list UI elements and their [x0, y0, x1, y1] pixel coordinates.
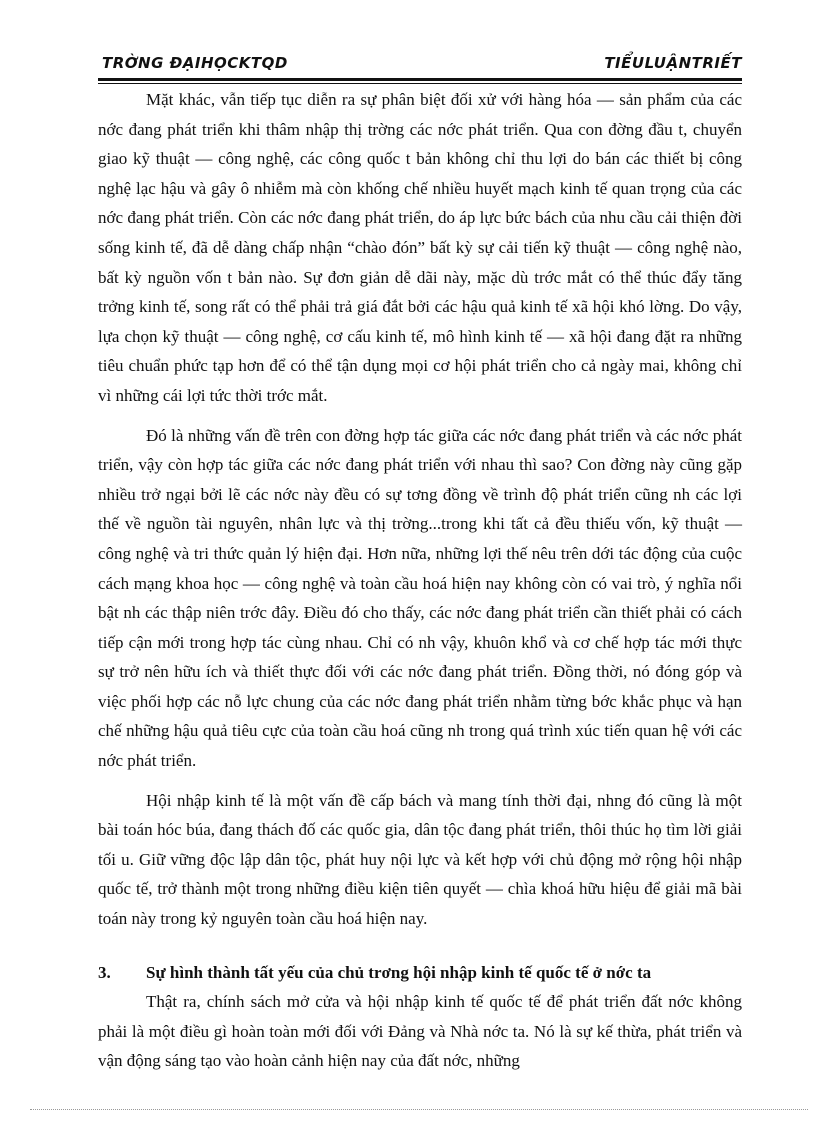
paragraph-1: Mặt khác, vẫn tiếp tục diễn ra sự phân biệt đối xử với hàng hóa — sản phẩm của các nớc đang phát triển khi thâm nhập thị trờng các nớc phát triển. Qua con đờng đầu t, chuyển giao kỹ thuật — công nghệ, các công quốc t bản không chỉ thu lợi do bán các thiết bị công nghệ lạc hậu và gây ô nhiễm mà còn khống chế nhiều huyết mạch kinh tế quan trọng của các nớc đang phát triển. Còn các nớc đang phát triển, do áp lực bức bách của nhu cầu cải thiện đời sống kinh tế, đã dễ dàng chấp nhận “chào đón” bất kỳ sự cải tiến kỹ thuật — công nghệ nào, bất kỳ nguồn vốn t bản nào. Sự đơn giản dễ dãi này, mặc dù trớc mắt có thể thúc đẩy tăng trởng kinh tế, song rất có thể phải trả giá đắt bởi các hậu quả kinh tế xã hội khó lờng. Do vậy, lựa chọn kỹ thuật — công nghệ, cơ cấu kinh tế, mô hình kinh tế — xã hội đang đặt ra những tiêu chuẩn phức tạp hơn để có thể tận dụng mọi cơ hội phát triển cho cả ngày mai, không chỉ vì những cái lợi tức thời trớc mắt. [98, 90, 742, 405]
document-body [98, 85, 742, 1086]
header-rule-thick [98, 78, 742, 81]
section-paragraph: Thật ra, chính sách mở cửa và hội nhập kinh tế quốc tế để phát triển đất nớc không phải là một điều gì hoàn toàn mới đối với Đảng và Nhà nớc ta. Nó là sự kế thừa, phát triển và vận động sáng tạo vào hoàn cảnh hiện nay của đất nớc, những [98, 992, 742, 1071]
header-rule-thin [98, 83, 742, 84]
section-heading [98, 958, 742, 988]
section-number: 3. [98, 962, 111, 982]
paragraph-3: Hội nhập kinh tế là một vấn đề cấp bách và mang tính thời đại, nhng đó cũng là một bài toán hóc búa, đang thách đố các quốc gia, dân tộc đang phát triển, thôi thúc họ tìm lời giải tối u. Giữ vững độc lập dân tộc, phát huy nội lực và kết hợp với chủ động mở rộng hội nhập quốc tế, trở thành một trong những điều kiện tiên quyết — chìa khoá hữu hiệu để giải mã bài toán này trong kỷ nguyên toàn cầu hoá hiện nay. [98, 790, 742, 929]
header-left-text: TRỜNG ĐẠIHỌCKTQD [102, 54, 288, 72]
footer-dotted-line [30, 1109, 808, 1110]
paragraph-2: Đó là những vấn đề trên con đờng hợp tác giữa các nớc đang phát triển và các nớc phát triển, vậy còn hợp tác giữa các nớc đang phát triển với nhau thì sao? Con đờng này cũng gặp nhiều trở ngại bởi lẽ các nớc này đều có sự tơng đồng về trình độ phát triển cũng nh các lợi thế về nguồn tài nguyên, nhân lực và thị trờng...trong khi tất cả đều thiếu vốn, kỹ thuật — công nghệ và tri thức quản lý hiện đại. Hơn nữa, những lợi thế nêu trên dới tác động của cuộc cách mạng khoa học — công nghệ và toàn cầu hoá hiện nay không còn có vai trò, ý nghĩa nổi bật nh các thập niên trớc đây. Điều đó cho thấy, các nớc đang phát triển cần thiết phải có cách tiếp cận mới trong hợp tác cùng nhau. Chỉ có nh vậy, khuôn khổ và cơ chế hợp tác mới thực sự trở nên hữu ích và thiết thực đối với các nớc đang phát triển. Đồng thời, nó đóng góp và việc phối hợp các nỗ lực chung của các nớc đang phát triển nhằm từng bớc khắc phục và hạn chế những hậu quả tiêu cực của toàn cầu hoá cũng nh trong quá trình xúc tiến quan hệ với các nớc phát triển. [98, 425, 742, 771]
header-right-text: TIỂULUẬNTRIẾT [604, 54, 742, 72]
page-header [94, 54, 742, 76]
section-title: Sự hình thành tất yếu của chủ trơng hội nhập kinh tế quốc tế ở nớc ta [146, 962, 652, 982]
